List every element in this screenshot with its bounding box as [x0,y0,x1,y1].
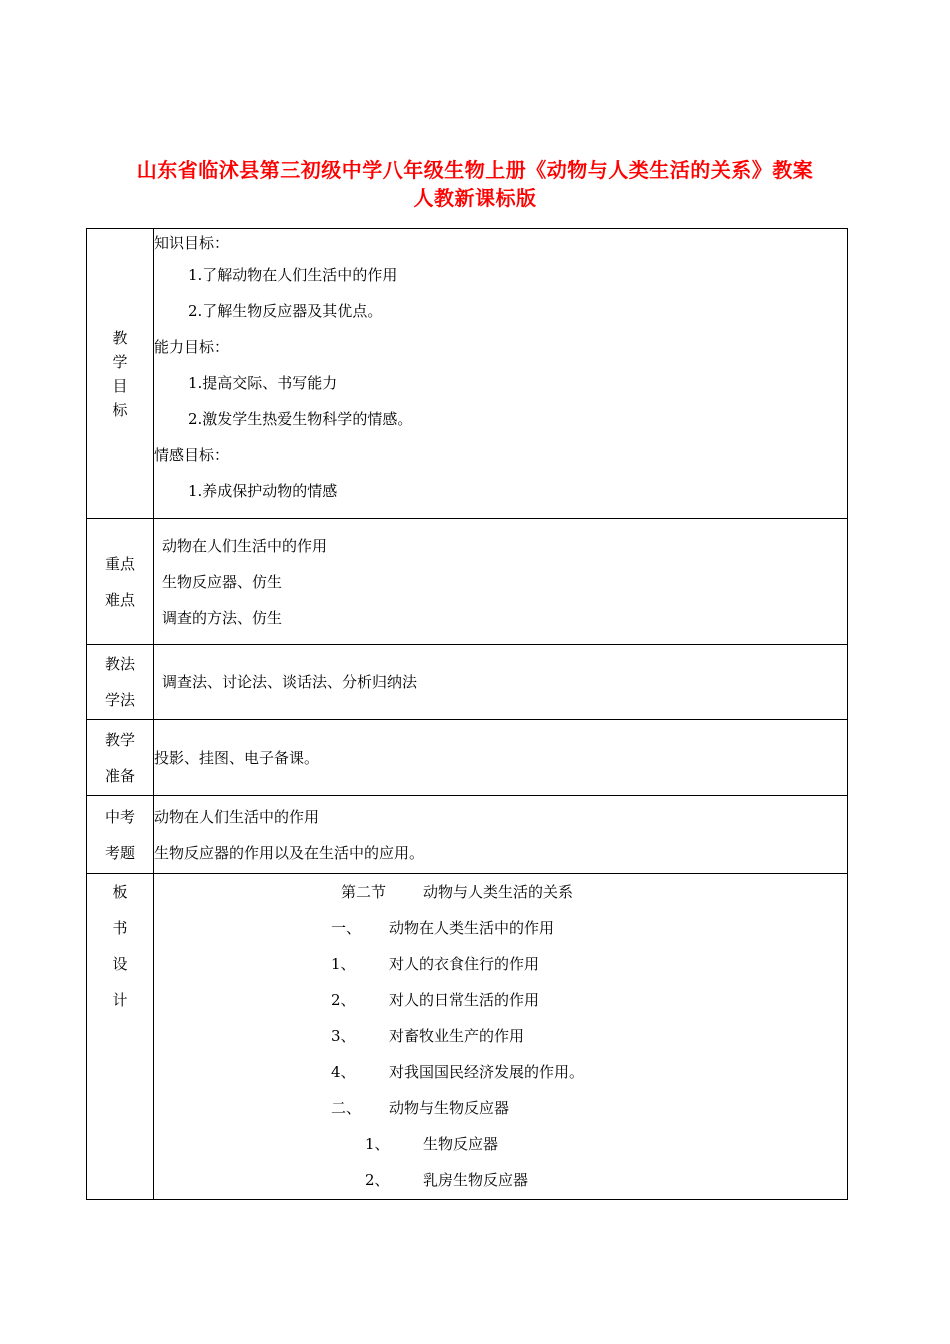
objective-heading-knowledge: 知识目标： [154,234,230,252]
board-design-row [87,874,848,1200]
objectives-content [154,229,848,519]
board-item-number: 4、 [331,1063,356,1081]
document-title-line-2: 人教新课标版 [413,186,537,210]
method-item: 调查法、讨论法、谈话法、分析归纳法 [162,673,418,691]
label-char: 学 [112,352,128,371]
objective-item: 1.养成保护动物的情感 [188,482,338,500]
board-design-content [154,874,848,1200]
board-item-number: 2、 [331,991,356,1009]
board-design-label [87,874,154,1200]
document-title-line-1: 山东省临沭县第三初级中学八年级生物上册《动物与人类生活的关系》教案 [136,158,814,182]
label-text: 考题 [104,843,135,862]
exam-row [87,796,848,874]
objectives-row [87,229,848,519]
label-text: 准备 [104,766,135,785]
key-points-label [87,519,154,645]
objective-heading-ability: 能力目标： [154,338,230,356]
board-heading [154,874,847,910]
preparation-label [87,720,154,796]
board-item-number: 3、 [331,1027,356,1045]
board-subitem [154,1126,847,1162]
label-char: 教 [112,328,128,347]
board-item [154,982,847,1018]
board-item [154,1054,847,1090]
exam-content [154,796,848,874]
label-text: 学法 [104,691,135,709]
key-points-row [87,519,848,645]
board-item-number: 二、 [331,1099,362,1117]
key-point-item: 生物反应器、仿生 [162,572,283,591]
key-points-content [154,519,848,645]
lesson-plan-table [86,228,848,1200]
methods-label [87,645,154,720]
board-item-text: 动物在人类生活中的作用 [389,919,555,937]
board-item [154,1090,847,1126]
preparation-row [87,720,848,796]
label-text: 教法 [104,655,135,673]
label-char: 标 [112,400,128,419]
board-item-text: 对人的日常生活的作用 [389,991,540,1009]
objectives-label [87,229,154,519]
board-item-number: 1、 [331,955,356,973]
board-item [154,910,847,946]
board-item-number: 2、 [365,1171,390,1189]
board-subitem [154,1162,847,1198]
objective-heading-emotion: 情感目标： [154,446,230,464]
label-char: 计 [112,991,128,1009]
board-item-number: 1、 [365,1135,390,1153]
objective-item: 1.了解动物在人们生活中的作用 [188,266,398,284]
label-text: 中考 [104,807,135,826]
exam-label [87,796,154,874]
label-text: 难点 [104,590,135,609]
board-item [154,946,847,982]
board-item-text: 对我国国民经济发展的作用。 [389,1063,585,1081]
board-item-text: 对人的衣食住行的作用 [389,955,540,973]
board-item-text: 动物与生物反应器 [389,1099,510,1117]
exam-item: 动物在人们生活中的作用 [154,807,320,826]
board-item-text: 生物反应器 [423,1135,499,1153]
objective-item: 2.了解生物反应器及其优点。 [188,302,383,320]
board-section-number: 第二节 [341,883,387,901]
board-item [154,1018,847,1054]
board-item-text: 乳房生物反应器 [423,1171,529,1189]
board-section-title: 动物与人类生活的关系 [423,883,574,901]
board-item-text: 对畜牧业生产的作用 [389,1027,525,1045]
label-text: 教学 [104,730,135,749]
objective-item: 2.激发学生热爱生物科学的情感。 [188,410,413,428]
board-item-number: 一、 [331,919,362,937]
label-char: 书 [112,919,128,937]
key-point-item: 动物在人们生活中的作用 [162,536,328,555]
methods-row [87,645,848,720]
label-char: 目 [112,376,128,395]
objective-item: 1.提高交际、书写能力 [188,374,338,392]
label-char: 板 [112,883,128,901]
key-point-item: 调查的方法、仿生 [162,608,283,627]
label-text: 重点 [104,554,135,573]
exam-item: 生物反应器的作用以及在生活中的应用。 [154,843,425,862]
preparation-item: 投影、挂图、电子备课。 [154,748,320,767]
preparation-content [154,720,848,796]
methods-content [154,645,848,720]
label-char: 设 [112,955,128,973]
